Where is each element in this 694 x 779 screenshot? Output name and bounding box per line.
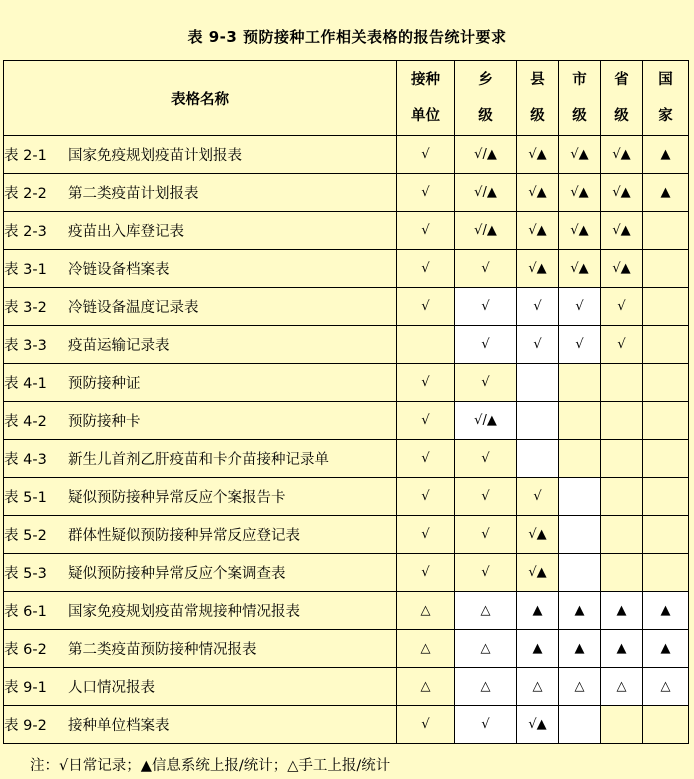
- requirement-cell: △: [455, 630, 517, 668]
- requirement-cell: √/▲: [455, 402, 517, 440]
- requirement-cell: √: [517, 478, 559, 516]
- requirement-cell: ▲: [601, 592, 643, 630]
- table-row: [4, 402, 689, 440]
- form-code: 表 3-2: [4, 300, 47, 316]
- requirement-cell: [643, 554, 689, 592]
- requirement-cell: √/▲: [455, 212, 517, 250]
- requirement-cell: √▲: [517, 212, 559, 250]
- requirement-cell: √: [517, 288, 559, 326]
- requirement-cell: [643, 212, 689, 250]
- form-code: 表 5-3: [4, 566, 47, 582]
- requirement-cell: [601, 706, 643, 744]
- requirement-cell: [601, 402, 643, 440]
- requirement-cell: √: [397, 516, 455, 554]
- form-name-cell: [4, 554, 397, 592]
- form-name-cell: [4, 136, 397, 174]
- requirement-cell: √▲: [601, 136, 643, 174]
- requirement-cell: ▲: [517, 592, 559, 630]
- form-name: 第二类疫苗计划报表: [68, 186, 199, 202]
- requirement-cell: [559, 478, 601, 516]
- requirement-cell: △: [643, 668, 689, 706]
- header-col: 市 级: [559, 61, 601, 136]
- requirement-cell: √▲: [559, 250, 601, 288]
- form-name: 第二类疫苗预防接种情况报表: [68, 642, 257, 658]
- requirement-cell: △: [601, 668, 643, 706]
- requirement-cell: √: [397, 402, 455, 440]
- form-name: 接种单位档案表: [68, 718, 170, 734]
- table-row: [4, 212, 689, 250]
- requirement-cell: √: [517, 326, 559, 364]
- form-name: 预防接种卡: [68, 414, 141, 430]
- requirement-cell: [517, 440, 559, 478]
- requirement-cell: √: [455, 288, 517, 326]
- requirement-cell: √: [397, 212, 455, 250]
- legend-note: 注：√日常记录；▲信息系统上报/统计；△手工上报/统计: [30, 758, 391, 774]
- form-name: 预防接种证: [68, 376, 141, 392]
- requirement-cell: [643, 706, 689, 744]
- form-code: 表 4-2: [4, 414, 47, 430]
- requirement-cell: √: [559, 326, 601, 364]
- requirement-cell: √: [455, 706, 517, 744]
- table-row: [4, 668, 689, 706]
- form-name: 新生儿首剂乙肝疫苗和卡介苗接种记录单: [68, 452, 329, 468]
- requirement-cell: √: [559, 288, 601, 326]
- requirement-cell: △: [397, 668, 455, 706]
- requirement-cell: [643, 478, 689, 516]
- form-name-cell: [4, 516, 397, 554]
- header-row: [4, 61, 689, 136]
- table-row: [4, 478, 689, 516]
- table-row: [4, 364, 689, 402]
- form-code: 表 2-3: [4, 224, 47, 240]
- requirement-cell: [601, 516, 643, 554]
- form-name: 疑似预防接种异常反应个案报告卡: [68, 490, 286, 506]
- requirement-cell: √: [397, 554, 455, 592]
- requirement-cell: [643, 288, 689, 326]
- table-row: [4, 554, 689, 592]
- form-name-cell: [4, 478, 397, 516]
- form-code: 表 4-1: [4, 376, 47, 392]
- form-code: 表 6-2: [4, 642, 47, 658]
- requirement-cell: [643, 516, 689, 554]
- table-row: [4, 516, 689, 554]
- form-name-cell: [4, 402, 397, 440]
- requirement-cell: ▲: [517, 630, 559, 668]
- requirement-cell: √▲: [517, 136, 559, 174]
- header-col: 省 级: [601, 61, 643, 136]
- form-code: 表 5-2: [4, 528, 47, 544]
- requirement-cell: √▲: [517, 174, 559, 212]
- requirement-cell: [559, 516, 601, 554]
- form-code: 表 9-1: [4, 680, 47, 696]
- form-name: 疫苗出入库登记表: [68, 224, 184, 240]
- requirement-cell: √: [455, 478, 517, 516]
- form-name: 冷链设备档案表: [68, 262, 170, 278]
- requirement-cell: [559, 706, 601, 744]
- table-row: [4, 326, 689, 364]
- form-name-cell: [4, 212, 397, 250]
- form-name: 疫苗运输记录表: [68, 338, 170, 354]
- requirement-cell: √: [455, 516, 517, 554]
- requirement-cell: ▲: [559, 592, 601, 630]
- table-row: [4, 250, 689, 288]
- requirement-cell: √: [455, 440, 517, 478]
- requirement-cell: ▲: [559, 630, 601, 668]
- form-code: 表 4-3: [4, 452, 47, 468]
- requirement-cell: △: [455, 668, 517, 706]
- form-code: 表 6-1: [4, 604, 47, 620]
- requirement-cell: √/▲: [455, 136, 517, 174]
- requirement-cell: [643, 440, 689, 478]
- table-row: [4, 288, 689, 326]
- requirement-cell: √▲: [601, 250, 643, 288]
- requirement-cell: [601, 440, 643, 478]
- requirement-cell: △: [397, 592, 455, 630]
- requirement-cell: [643, 364, 689, 402]
- requirement-cell: √: [397, 288, 455, 326]
- form-name-cell: [4, 630, 397, 668]
- table-row: [4, 174, 689, 212]
- requirement-cell: [559, 364, 601, 402]
- requirement-cell: [517, 364, 559, 402]
- form-name-cell: [4, 440, 397, 478]
- requirement-cell: √: [397, 250, 455, 288]
- requirement-cell: √: [455, 554, 517, 592]
- form-code: 表 2-1: [4, 148, 47, 164]
- form-code: 表 3-3: [4, 338, 47, 354]
- requirement-cell: √▲: [517, 554, 559, 592]
- form-name: 国家免疫规划疫苗计划报表: [68, 148, 242, 164]
- header-col: 县 级: [517, 61, 559, 136]
- form-name: 疑似预防接种异常反应个案调查表: [68, 566, 286, 582]
- requirement-cell: √: [397, 440, 455, 478]
- requirement-cell: ▲: [643, 136, 689, 174]
- header-col: 乡 级: [455, 61, 517, 136]
- requirement-cell: △: [397, 630, 455, 668]
- requirement-cell: [643, 326, 689, 364]
- form-code: 表 3-1: [4, 262, 47, 278]
- requirement-cell: [643, 402, 689, 440]
- requirement-cell: √▲: [559, 136, 601, 174]
- form-name-cell: [4, 174, 397, 212]
- requirement-cell: √▲: [517, 706, 559, 744]
- requirement-cell: [559, 402, 601, 440]
- form-name: 冷链设备温度记录表: [68, 300, 199, 316]
- form-name-cell: [4, 706, 397, 744]
- form-code: 表 2-2: [4, 186, 47, 202]
- form-name: 群体性疑似预防接种异常反应登记表: [68, 528, 300, 544]
- requirement-cell: √▲: [559, 212, 601, 250]
- requirement-cell: △: [559, 668, 601, 706]
- requirement-cell: [601, 364, 643, 402]
- requirement-cell: [643, 250, 689, 288]
- requirement-cell: √/▲: [455, 174, 517, 212]
- requirement-cell: [517, 402, 559, 440]
- header-name: 表格名称: [4, 61, 397, 136]
- requirement-cell: √▲: [517, 516, 559, 554]
- form-name-cell: [4, 592, 397, 630]
- form-name: 国家免疫规划疫苗常规接种情况报表: [68, 604, 300, 620]
- requirement-cell: √: [455, 364, 517, 402]
- form-code: 表 5-1: [4, 490, 47, 506]
- form-code: 表 9-2: [4, 718, 47, 734]
- requirement-cell: ▲: [643, 174, 689, 212]
- requirement-cell: √▲: [517, 250, 559, 288]
- table-row: [4, 136, 689, 174]
- table-row: [4, 630, 689, 668]
- header-col: 接种 单位: [397, 61, 455, 136]
- requirement-cell: △: [517, 668, 559, 706]
- requirement-cell: ▲: [601, 630, 643, 668]
- form-name-cell: [4, 288, 397, 326]
- requirement-cell: ▲: [643, 630, 689, 668]
- requirement-cell: [559, 440, 601, 478]
- form-name-cell: [4, 668, 397, 706]
- requirement-cell: √: [397, 174, 455, 212]
- header-col: 国 家: [643, 61, 689, 136]
- form-name-cell: [4, 250, 397, 288]
- form-name-cell: [4, 326, 397, 364]
- form-name: 人口情况报表: [68, 680, 155, 696]
- table-row: [4, 440, 689, 478]
- report-requirements-table: [3, 60, 689, 744]
- form-name-cell: [4, 364, 397, 402]
- requirement-cell: ▲: [643, 592, 689, 630]
- table-row: [4, 706, 689, 744]
- requirement-cell: △: [455, 592, 517, 630]
- requirement-cell: √: [397, 478, 455, 516]
- requirement-cell: √▲: [601, 212, 643, 250]
- requirement-cell: [601, 478, 643, 516]
- requirement-cell: [601, 554, 643, 592]
- requirement-cell: √: [455, 326, 517, 364]
- requirement-cell: √: [601, 288, 643, 326]
- requirement-cell: √: [397, 364, 455, 402]
- requirement-cell: √▲: [601, 174, 643, 212]
- requirement-cell: [559, 554, 601, 592]
- requirement-cell: [397, 326, 455, 364]
- requirement-cell: √: [397, 136, 455, 174]
- requirement-cell: √▲: [559, 174, 601, 212]
- table-title: 表 9-3 预防接种工作相关表格的报告统计要求: [187, 28, 507, 46]
- requirement-cell: √: [455, 250, 517, 288]
- requirement-cell: √: [397, 706, 455, 744]
- requirement-cell: √: [601, 326, 643, 364]
- table-row: [4, 592, 689, 630]
